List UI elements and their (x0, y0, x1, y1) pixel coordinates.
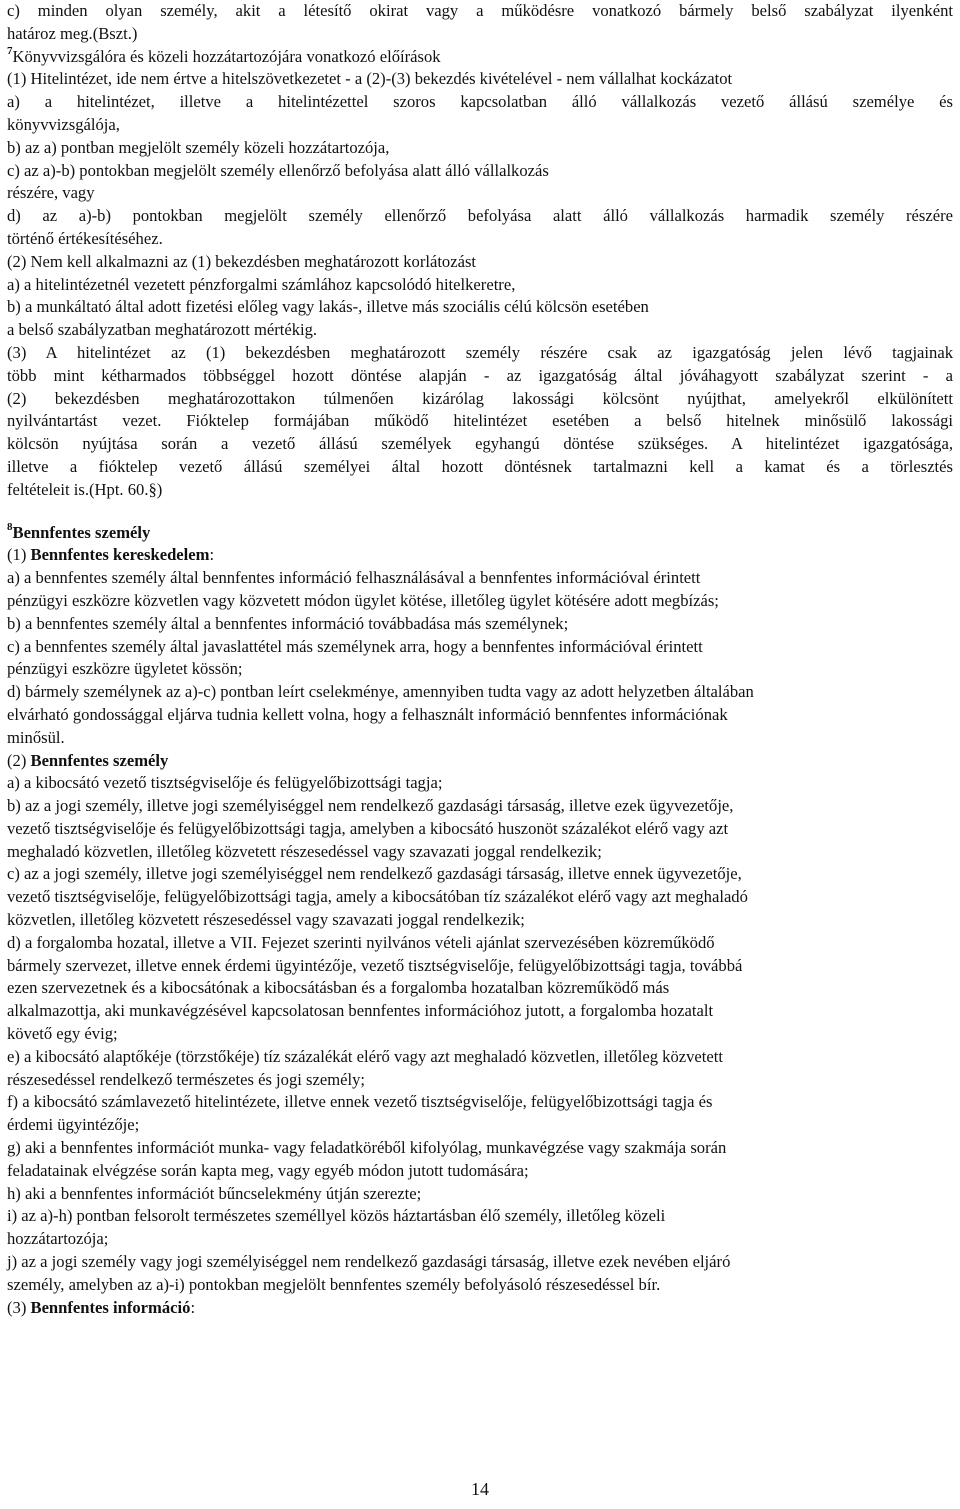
text-line: a belső szabályzatban meghatározott mértékig. (7, 320, 318, 340)
section-8-title: Bennfentes személy (12, 522, 151, 542)
text-line: b) az a jogi személy, illetve jogi személyiséggel nem rendelkező gazdasági társaság, illetve ezek ügyvezetője, (7, 796, 734, 816)
text-line: elvárható gondossággal eljárva tudnia kellett volna, hogy a felhasznált információ bennfentes információnak (7, 704, 728, 724)
text-line: e) a kibocsátó alaptőkéje (törzstőkéje) tíz százalékát elérő vagy azt meghaladó közvetlen, illetőleg közvetett (7, 1046, 723, 1066)
footnote-marker-8: 8 (7, 521, 13, 533)
subsection-2-body (7, 772, 953, 1296)
text-line: pénzügyi eszközre ügyletet kössön; (7, 659, 243, 679)
subsection-1-title: Bennfentes kereskedelem (30, 545, 210, 565)
text-line: a) a hitelintézetnél vezetett pénzforgalmi számlához kapcsolódó hitelkeretre, (7, 274, 516, 294)
text-line: b) az a) pontban megjelölt személy közeli hozzátartozója, (7, 137, 390, 157)
text-line: d) a forgalomba hozatal, illetve a VII. Fejezet szerinti nyilvános vételi ajánlat szervezésében közreműködő (7, 932, 715, 952)
text-line: történő értékesítéséhez. (7, 228, 163, 248)
text-line: könyvvizsgálója, (7, 114, 120, 134)
text-line: vezető tisztségviselője és felügyelőbizottsági tagja, amelyben a kibocsátó huszonöt százalékot elérő vagy azt (7, 818, 729, 838)
subsection-2-heading (7, 750, 953, 773)
text-line: g) aki a bennfentes információt munka- vagy feladatköréből kifolyólag, munkavégzése vagy szakmája során (7, 1138, 727, 1158)
text-line: bármely szervezet, illetve ennek érdemi ügyintézője, vezető tisztségviselője, felügyelőbizottsági tagja, továbbá (7, 955, 743, 975)
text-line: (1) Hitelintézet, ide nem értve a hitelszövetkezetet - a (2)-(3) bekezdés kivételével - nem vállalhat kockázatot (7, 69, 733, 89)
document-page (7, 0, 953, 1319)
text-line: több mint kétharmados többséggel hozott döntése alapján - az igazgatóság által jóváhagyott szabályzat szerint - a (7, 365, 953, 385)
text-line: b) a bennfentes személy által a bennfentes információ továbbadása más személynek; (7, 613, 569, 633)
footnote-marker-7: 7 (7, 45, 13, 58)
text-line: alkalmazottja, aki munkavégzésével kapcsolatosan bennfentes információhoz jutott, a forgalomba hozatalt (7, 1001, 714, 1021)
text-line: c) az a)-b) pontokban megjelölt személy ellenőrző befolyása alatt álló vállalkozás (7, 160, 549, 180)
text-line: feltételeit is.(Hpt. 60.§) (7, 479, 163, 499)
text-line: részére, vagy (7, 183, 95, 203)
subsection-1-body (7, 567, 953, 749)
text-line: (2) bekezdésben meghatározottakon túlmenően kizárólag lakossági kölcsönt nyújthat, amelyekről elkülönített (7, 388, 953, 408)
text-line: ezen szervezetnek és a kibocsátónak a kibocsátásban és a forgalomba hozatalban közreműködő más (7, 978, 670, 998)
subsection-3-prefix: (3) (7, 1297, 31, 1317)
subsection-1-heading (7, 544, 953, 567)
text-line: a) a bennfentes személy által bennfentes információ felhasználásával a bennfentes információval érintett (7, 568, 701, 588)
subsection-2-title: Bennfentes személy (30, 750, 169, 770)
section-gap (7, 502, 953, 522)
text-line: f) a kibocsátó számlavezető hitelintézete, illetve ennek vezető tisztségviselője, felügyelőbizottsági tagja és (7, 1092, 713, 1112)
text-line: (2) Nem kell alkalmazni az (1) bekezdésben meghatározott korlátozást (7, 251, 477, 271)
text-line: j) az a jogi személy vagy jogi személyiséggel nem rendelkező gazdasági társaság, illetve ezek nevében eljáró (7, 1252, 731, 1272)
section-7-title: Könyvvizsgálóra és közeli hozzátartozójára vonatkozó előírások (12, 46, 441, 66)
text-line: határoz meg.(Bszt.) (7, 23, 138, 43)
subsection-3-title: Bennfentes információ (30, 1297, 191, 1317)
text-line: részesedéssel rendelkező természetes és jogi személy; (7, 1069, 365, 1089)
text-line: pénzügyi eszközre közvetlen vagy közvetett módon ügylet kötése, illetőleg ügylet kötésére adott megbízás; (7, 590, 719, 610)
text-line: illetve a fióktelep vezető állású személyei által hozott döntésnek tartalmazni kell a kamat és a törlesztés (7, 456, 953, 476)
text-line: nyilvántartást vezet. Fióktelep formájában működő hitelintézet esetében a belső hitelnek minősülő lakossági (7, 411, 953, 431)
text-line: d) az a)-b) pontokban megjelölt személy ellenőrző befolyása alatt álló vállalkozás harmadik személy részére (7, 206, 953, 226)
text-line: c) az a jogi személy, illetve jogi személyiséggel nem rendelkező gazdasági társaság, illetve ennek ügyvezetője, (7, 864, 742, 884)
subsection-1-suffix: : (209, 545, 215, 565)
text-line: a) a kibocsátó vezető tisztségviselője és felügyelőbizottsági tagja; (7, 773, 443, 793)
subsection-2-prefix: (2) (7, 750, 31, 770)
text-line: i) az a)-h) pontban felsorolt természetes személlyel közös háztartásban élő személy, illetőleg közeli (7, 1206, 666, 1226)
text-line: követő egy évig; (7, 1024, 118, 1044)
section-8-heading (7, 522, 953, 545)
text-line: érdemi ügyintézője; (7, 1115, 140, 1135)
text-line: feladatainak elvégzése során kapta meg, vagy egyéb módon jutott tudomására; (7, 1160, 529, 1180)
paragraph-top (7, 0, 953, 46)
text-line: d) bármely személynek az a)-c) pontban leírt cselekménye, amennyiben tudta vagy az adott helyzetben általában (7, 682, 754, 702)
subsection-1-prefix: (1) (7, 545, 31, 565)
text-line: b) a munkáltató által adott fizetési előleg vagy lakás-, illetve más szociális célú kölcsön esetében (7, 297, 649, 317)
text-line: hozzátartozója; (7, 1229, 109, 1249)
text-line: (3) A hitelintézet az (1) bekezdésben meghatározott személy részére csak az igazgatóság jelen lévő tagjainak (7, 342, 953, 362)
text-line: vezető tisztségviselője, felügyelőbizottsági tagja, amely a kibocsátóban tíz százalékot elérő vagy azt meghaladó (7, 887, 748, 907)
text-line: közvetlen, illetőleg közvetett részesedéssel vagy szavazati joggal rendelkezik; (7, 910, 525, 930)
text-line: c) a bennfentes személy által javaslattétel más személynek arra, hogy a bennfentes információval érintett (7, 636, 703, 656)
text-line: személy, amelyben az a)-i) pontokban megjelölt bennfentes személy befolyásoló részesedéssel bír. (7, 1274, 661, 1294)
text-line: kölcsön nyújtása során a vezető állású személyek egyhangú döntése szükséges. A hitelintézet igazgatósága, (7, 434, 953, 454)
text-line: c) minden olyan személy, akit a létesítő okirat vagy a működésre vonatkozó bármely belső szabályzat ilyenként (7, 1, 953, 20)
text-line: a) a hitelintézet, illetve a hitelintézettel szoros kapcsolatban álló vállalkozás vezető állású személye és (7, 92, 953, 112)
subsection-3-heading (7, 1297, 953, 1320)
text-line: meghaladó közvetlen, illetőleg közvetett részesedéssel vagy szavazati joggal rendelkezik; (7, 841, 602, 861)
text-line: minősül. (7, 727, 65, 747)
section-7-heading (7, 46, 953, 69)
section-7-body (7, 68, 953, 501)
page-number: 14 (471, 1479, 489, 1499)
text-line: h) aki a bennfentes információt bűncselekmény útján szerezte; (7, 1183, 422, 1203)
subsection-3-suffix: : (190, 1297, 196, 1317)
